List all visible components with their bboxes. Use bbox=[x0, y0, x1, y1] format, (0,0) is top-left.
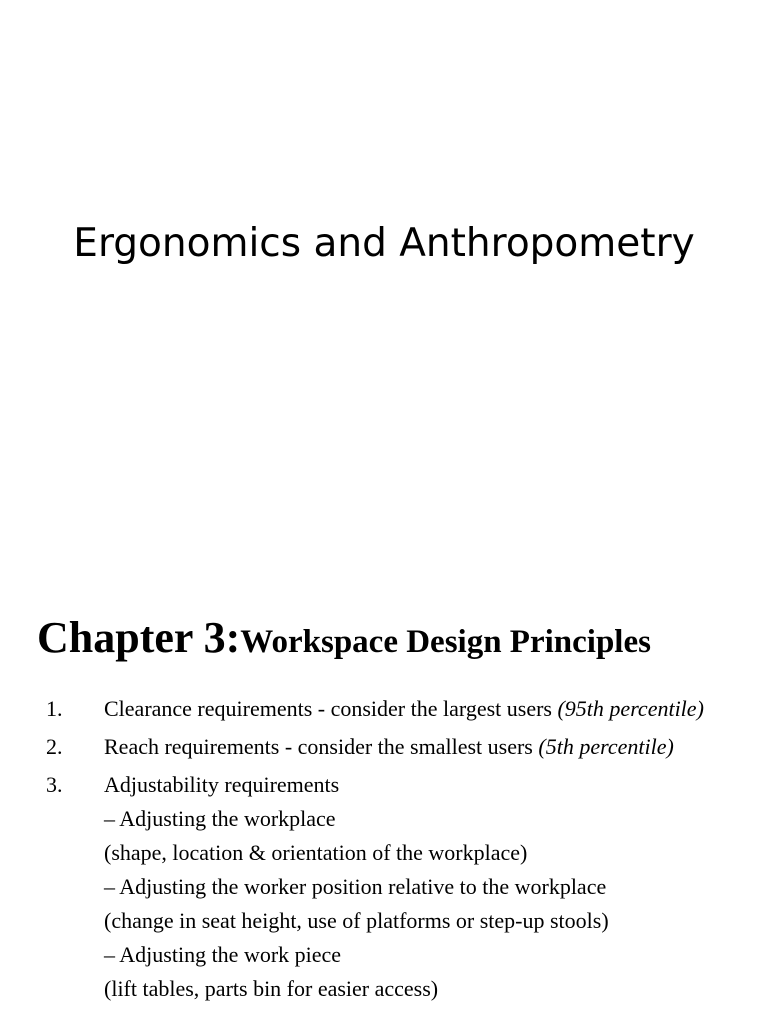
list-number: 3. bbox=[46, 772, 63, 797]
list-number: 2. bbox=[46, 734, 63, 759]
chapter-subtitle: Workspace Design Principles bbox=[240, 624, 651, 660]
principles-list bbox=[0, 692, 768, 1010]
list-item bbox=[0, 730, 768, 764]
list-item bbox=[0, 768, 768, 1006]
sub-line: – Adjusting the workplace bbox=[104, 806, 336, 831]
list-text: Clearance requirements - consider the largest users bbox=[104, 696, 558, 721]
list-number: 1. bbox=[46, 696, 63, 721]
list-note: (95th percentile) bbox=[557, 696, 704, 721]
list-text: Adjustability requirements bbox=[104, 772, 340, 797]
sub-line: – Adjusting the worker position relative to the workplace bbox=[104, 874, 607, 899]
list-note: (5th percentile) bbox=[538, 734, 674, 759]
chapter-label: Chapter 3: bbox=[37, 613, 241, 662]
sub-line: – Adjusting the work piece bbox=[104, 942, 342, 967]
sub-line: (shape, location & orientation of the workplace) bbox=[104, 840, 528, 865]
list-item bbox=[0, 692, 768, 726]
sub-line: (lift tables, parts bin for easier access) bbox=[104, 976, 439, 1001]
sub-line: (change in seat height, use of platforms or step-up stools) bbox=[104, 908, 609, 933]
list-text: Reach requirements - consider the smallest users bbox=[104, 734, 539, 759]
chapter-heading bbox=[37, 608, 651, 678]
slide-title: Ergonomics and Anthropometry bbox=[73, 221, 695, 266]
